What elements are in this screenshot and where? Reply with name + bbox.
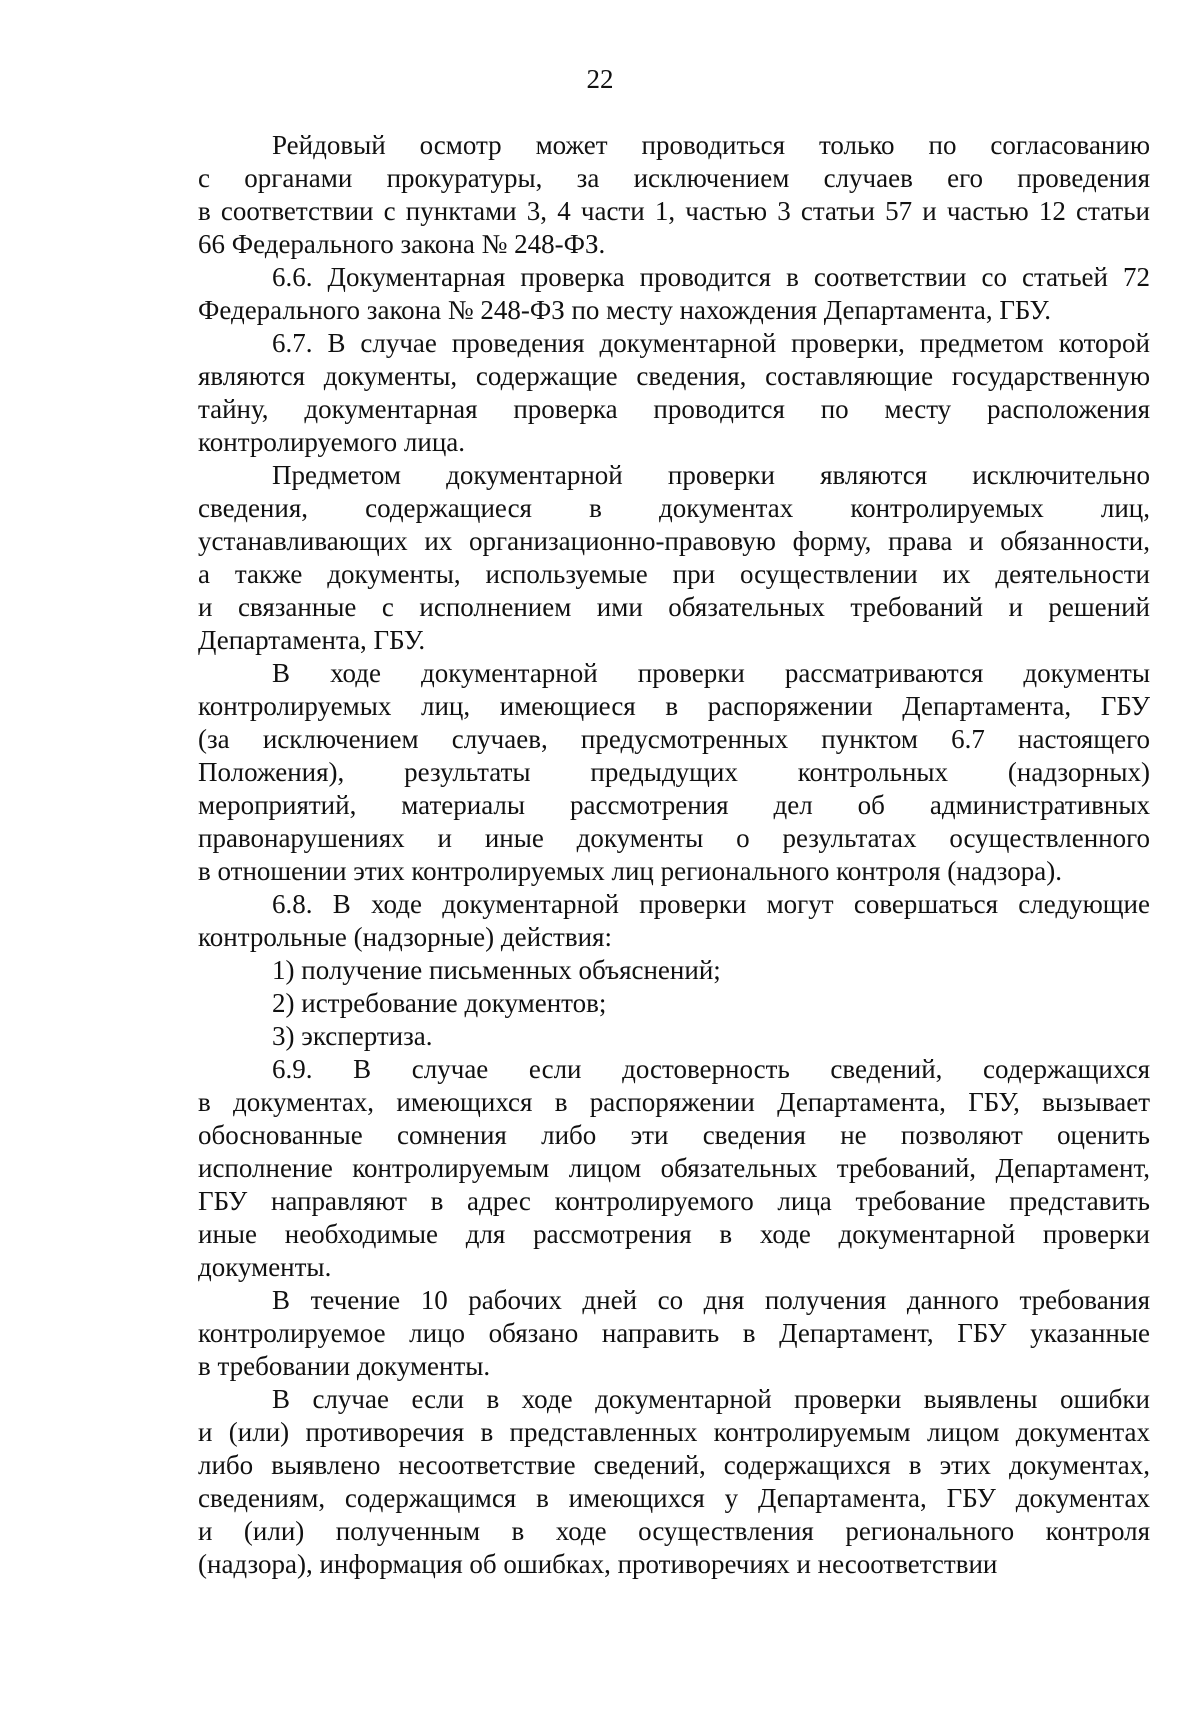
text-line: сведениям, содержащимся в имеющихся у Департамента, ГБУ документах (198, 1483, 1150, 1513)
text-line: в соответствии с пунктами 3, 4 части 1, частью 3 статьи 57 и частью 12 статьи (198, 196, 1150, 226)
paragraph (198, 1053, 1150, 1284)
text-line: в требовании документы. (198, 1351, 491, 1381)
text-line: устанавливающих их организационно-правовую форму, права и обязанности, (198, 526, 1150, 556)
list-item: 2) истребование документов; (272, 988, 607, 1018)
text-line: ГБУ направляют в адрес контролируемого лица требование представить (198, 1186, 1150, 1216)
text-line: в отношении этих контролируемых лиц регионального контроля (надзора). (198, 856, 1063, 886)
text-line: и (или) полученным в ходе осуществления регионального контроля (198, 1516, 1150, 1546)
paragraph (198, 129, 1150, 261)
text-line: в документах, имеющихся в распоряжении Департамента, ГБУ, вызывает (198, 1087, 1150, 1117)
text-line: Положения), результаты предыдущих контрольных (надзорных) (198, 757, 1150, 787)
text-line: 6.6. Документарная проверка проводится в соответствии со статьей 72 (272, 262, 1150, 292)
text-line: а также документы, используемые при осуществлении их деятельности (198, 559, 1150, 589)
text-line: сведения, содержащиеся в документах контролируемых лиц, (198, 493, 1150, 523)
text-line: обоснованные сомнения либо эти сведения не позволяют оценить (198, 1120, 1150, 1150)
text-line: 6.8. В ходе документарной проверки могут совершаться следующие (272, 889, 1150, 919)
text-line: Рейдовый осмотр может проводиться только по согласованию (272, 130, 1150, 160)
paragraph (198, 888, 1150, 954)
text-line: 66 Федерального закона № 248-ФЗ. (198, 229, 606, 259)
text-line: 6.7. В случае проведения документарной проверки, предметом которой (272, 328, 1150, 358)
text-line: Федерального закона № 248-ФЗ по месту нахождения Департамента, ГБУ. (198, 295, 1051, 325)
text-line: документы. (198, 1252, 332, 1282)
action-list (198, 954, 1150, 1053)
text-line: контролируемое лицо обязано направить в Департамент, ГБУ указанные (198, 1318, 1150, 1348)
text-line: 6.9. В случае если достоверность сведений, содержащихся (272, 1054, 1150, 1084)
text-line: с органами прокуратуры, за исключением случаев его проведения (198, 163, 1150, 193)
paragraph (198, 327, 1150, 459)
text-line: тайну, документарная проверка проводится по месту расположения (198, 394, 1150, 424)
text-line: либо выявлено несоответствие сведений, содержащихся в этих документах, (198, 1450, 1150, 1480)
text-line: правонарушениях и иные документы о результатах осуществленного (198, 823, 1150, 853)
paragraph-group-before-list (198, 129, 1150, 954)
text-line: исполнение контролируемым лицом обязательных требований, Департамент, (198, 1153, 1150, 1183)
text-line: и связанные с исполнением ими обязательных требований и решений (198, 592, 1150, 622)
paragraph (198, 657, 1150, 888)
text-line: контролируемого лица. (198, 427, 466, 457)
text-line: иные необходимые для рассмотрения в ходе документарной проверки (198, 1219, 1150, 1249)
text-line: контролируемых лиц, имеющиеся в распоряжении Департамента, ГБУ (198, 691, 1150, 721)
paragraph (198, 1383, 1150, 1581)
paragraph (198, 261, 1150, 327)
text-line: и (или) противоречия в представленных контролируемым лицом документах (198, 1417, 1150, 1447)
text-line: мероприятий, материалы рассмотрения дел об административных (198, 790, 1150, 820)
paragraph-group-after-list (198, 1053, 1150, 1581)
text-line: (за исключением случаев, предусмотренных пунктом 6.7 настоящего (198, 724, 1150, 754)
text-line: контрольные (надзорные) действия: (198, 922, 612, 952)
text-line: являются документы, содержащие сведения, составляющие государственную (198, 361, 1150, 391)
text-line: В ходе документарной проверки рассматриваются документы (272, 658, 1150, 688)
text-line: (надзора), информация об ошибках, противоречиях и несоответствии (198, 1549, 998, 1579)
paragraph (198, 1284, 1150, 1383)
text-line: Департамента, ГБУ. (198, 625, 426, 655)
text-line: Предметом документарной проверки являются исключительно (272, 460, 1150, 490)
paragraph (198, 459, 1150, 657)
list-item: 1) получение письменных объяснений; (272, 955, 721, 985)
document-body (198, 129, 1150, 1581)
text-line: В случае если в ходе документарной проверки выявлены ошибки (272, 1384, 1150, 1414)
page-number: 22 (586, 64, 614, 94)
text-line: В течение 10 рабочих дней со дня получения данного требования (272, 1285, 1150, 1315)
list-item: 3) экспертиза. (272, 1021, 433, 1051)
